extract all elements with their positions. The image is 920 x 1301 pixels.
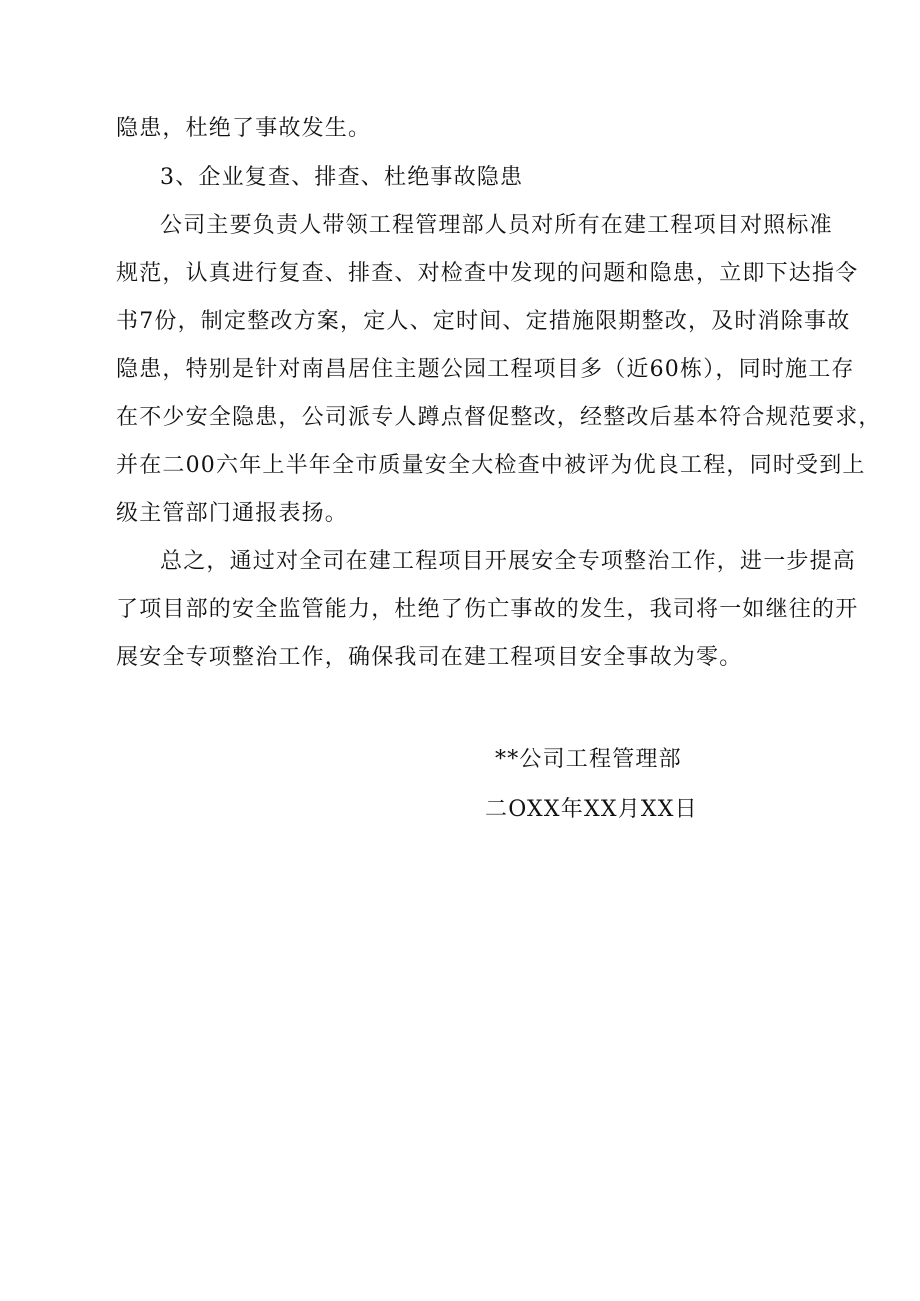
paragraph-3-line-1: 总之，通过对全司在建工程项目开展安全专项整治工作，进一步提高 [160, 549, 857, 574]
paragraph-2-line-6: 并在二00六年上半年全市质量安全大检查中被评为优良工程，同时受到上 [116, 453, 866, 478]
paragraph-3-line-2: 了项目部的安全监管能力，杜绝了伤亡事故的发生，我司将一如继往的开 [116, 597, 859, 622]
paragraph-2-line-3: 书7份，制定整改方案，定人、定时间、定措施限期整改，及时消除事故 [116, 309, 851, 334]
section-heading: 3、企业复查、排查、杜绝事故隐患 [160, 165, 524, 190]
paragraph-1-line-1: 隐患，杜绝了事故发生。 [116, 116, 372, 141]
paragraph-2-line-7: 级主管部门通报表扬。 [116, 501, 349, 526]
paragraph-2-line-1: 公司主要负责人带领工程管理部人员对所有在建工程项目对照标准 [160, 213, 833, 238]
paragraph-2-line-4: 隐患，特别是针对南昌居住主题公园工程项目多（近60栋），同时施工存 [116, 357, 855, 382]
signature-department: **公司工程管理部 [495, 747, 682, 772]
paragraph-2-line-5: 在不少安全隐患，公司派专人蹲点督促整改，经整改后基本符合规范要求， [116, 405, 882, 430]
paragraph-3-line-3: 展安全专项整治工作，确保我司在建工程项目安全事故为零。 [116, 645, 743, 670]
signature-date: 二OXX年XX月XX日 [485, 797, 698, 822]
paragraph-2-line-2: 规范，认真进行复查、排查、对检查中发现的问题和隐患，立即下达指令 [116, 261, 859, 286]
